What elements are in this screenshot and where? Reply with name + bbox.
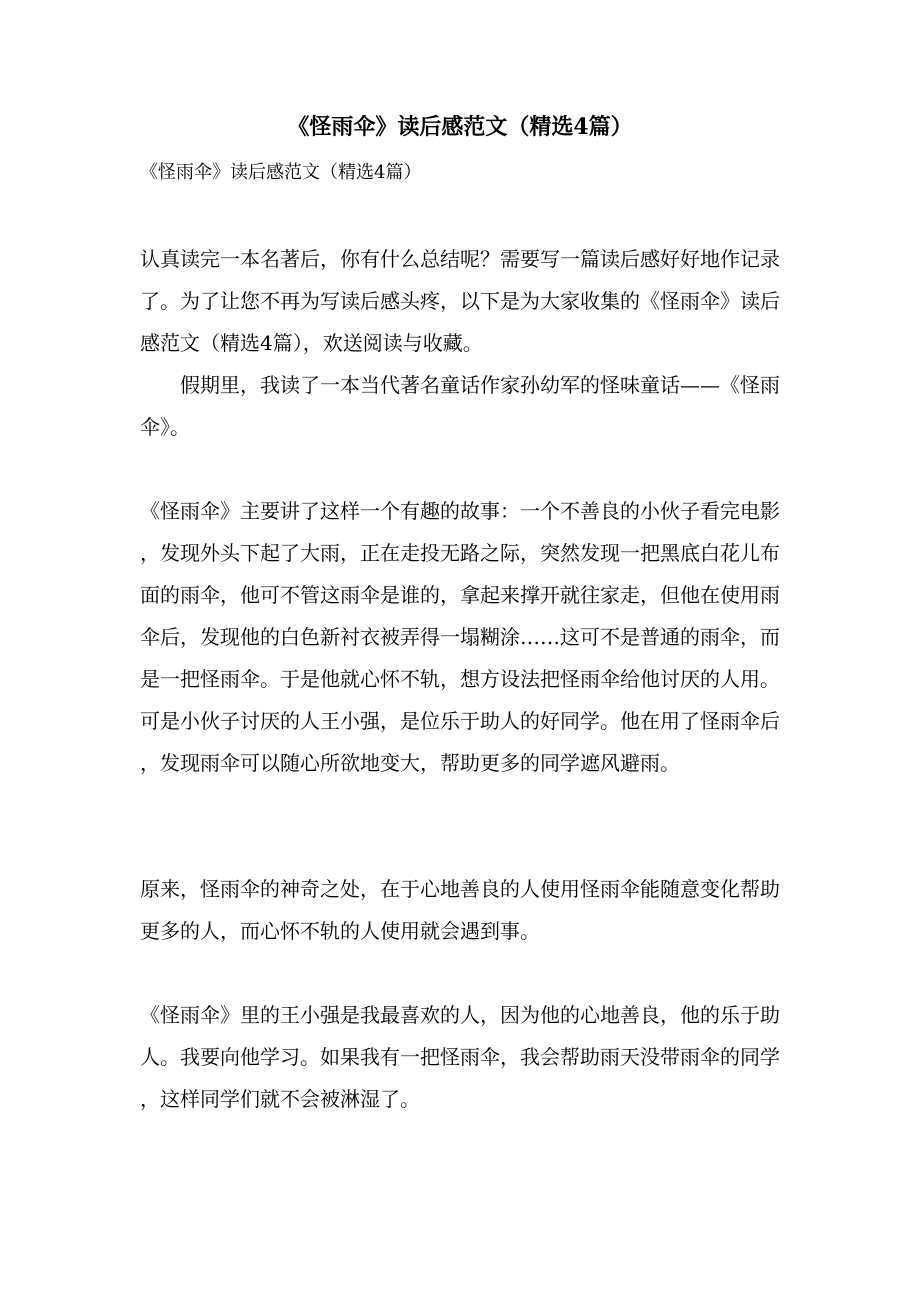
paragraph-holiday: 假期里，我读了一本当代著名童话作家孙幼军的怪味童话——《怪雨伞》。 bbox=[140, 373, 780, 439]
paragraph-magic: 原来，怪雨伞的神奇之处，在于心地善良的人使用怪雨伞能随意变化帮助更多的人，而心怀不轨的人使用就会遇到事。 bbox=[140, 877, 780, 943]
paragraph-intro: 认真读完一本名著后，你有什么总结呢？需要写一篇读后感好好地作记录了。为了让您不再为写读后感头疼，以下是为大家收集的《怪雨伞》读后感范文（精选4篇），欢送阅读与收藏。 bbox=[140, 247, 780, 355]
document-subtitle: 《怪雨伞》读后感范文（精选4篇） bbox=[140, 162, 422, 183]
document-title: 《怪雨伞》读后感范文（精选4篇） bbox=[287, 114, 633, 140]
paragraph-story: 《怪雨伞》主要讲了这样一个有趣的故事：一个不善良的小伙子看完电影，发现外头下起了大雨，正在走投无路之际，突然发现一把黑底白花儿布面的雨伞，他可不管这雨伞是谁的，拿起来撑开就往家走，但他在使用雨伞后，发现他的白色新衬衣被弄得一塌糊涂……这可不是普通的雨伞，而是一把怪雨伞。于是他就心怀不轨，想方设法把怪雨伞给他讨厌的人用。可是小伙子讨厌的人王小强，是位乐于助人的好同学。他在用了怪雨伞后，发现雨伞可以随心所欲地变大，帮助更多的同学遮风避雨。 bbox=[140, 499, 780, 775]
paragraph-reflection: 《怪雨伞》里的王小强是我最喜欢的人，因为他的心地善良，他的乐于助人。我要向他学习。如果我有一把怪雨伞，我会帮助雨天没带雨伞的同学，这样同学们就不会被淋湿了。 bbox=[140, 1003, 780, 1111]
